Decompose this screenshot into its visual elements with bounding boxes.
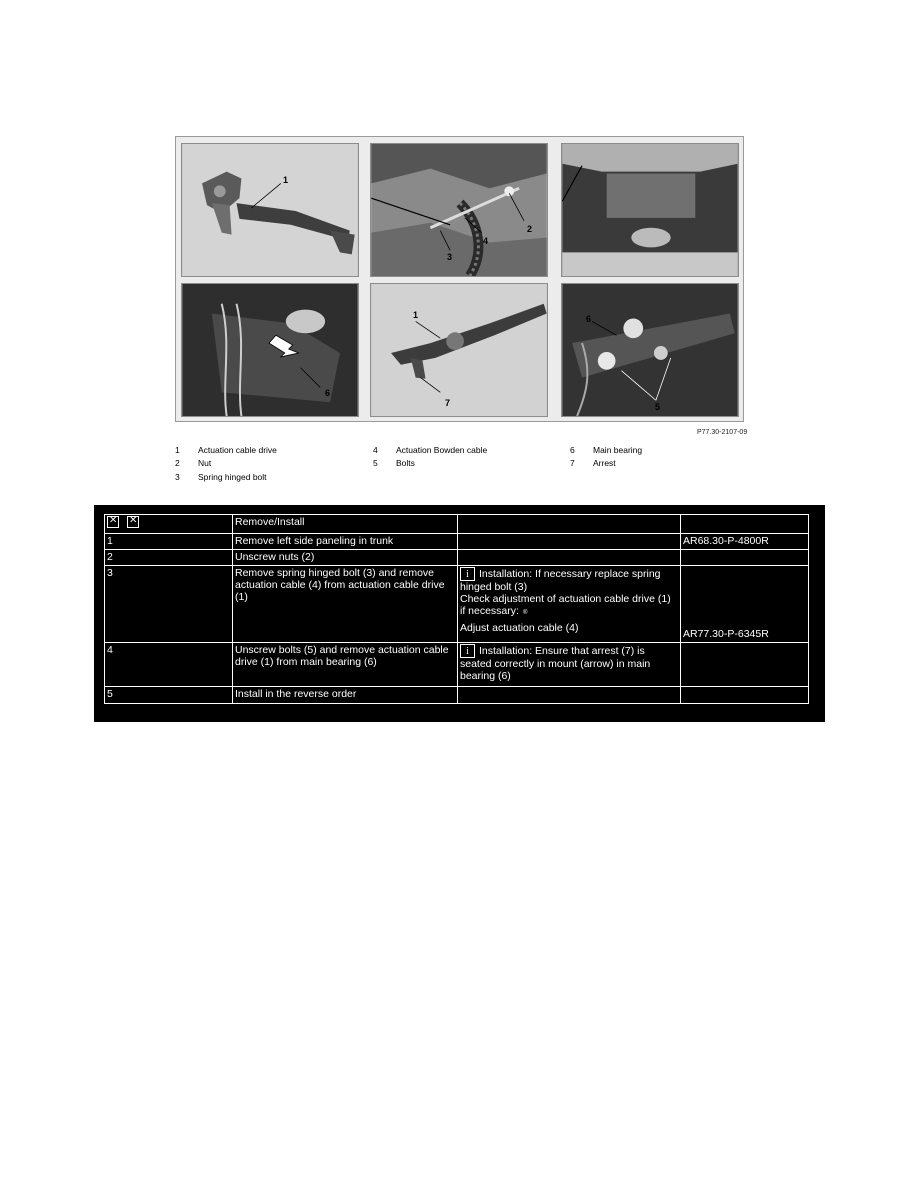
callout-1b: 1	[413, 310, 419, 320]
panel-trunk-view	[561, 143, 739, 277]
step-action: Remove spring hinged bolt (3) and remove actuation cable (4) from actuation cable drive (1)	[233, 566, 458, 643]
step-reference-link[interactable]: AR77.30-P-6345R	[681, 566, 809, 643]
step-action: Unscrew nuts (2)	[233, 550, 458, 566]
callout-3: 3	[447, 252, 453, 262]
step-note: i Installation: Ensure that arrest (7) is seated correctly in mount (arrow) in main bearing (6)	[458, 643, 681, 687]
step-number: 4	[105, 643, 233, 687]
header-icons	[105, 515, 233, 534]
procedure-table	[104, 514, 809, 704]
callout-6b: 6	[586, 314, 592, 324]
callout-7: 7	[445, 398, 451, 408]
trunk-illustration	[562, 144, 738, 276]
installed-photo-illustration	[371, 144, 547, 276]
callout-6: 6	[325, 388, 331, 398]
table-row	[105, 534, 809, 550]
info-icon[interactable]: i	[460, 567, 475, 581]
callout-5: 5	[655, 402, 661, 412]
step-reference-link	[681, 687, 809, 704]
panel-bolts-view	[561, 283, 739, 417]
callout-2: 2	[527, 224, 533, 234]
header-title: Remove/Install	[233, 515, 458, 534]
info-icon[interactable]: i	[460, 644, 475, 658]
step-note	[458, 687, 681, 704]
table-row	[105, 566, 809, 643]
main-bearing-illustration	[182, 284, 358, 416]
figure-code: P77.30-2107-09	[697, 429, 748, 436]
step-reference-link	[681, 550, 809, 566]
table-row	[105, 643, 809, 687]
figure-actuation-cable-drive	[175, 136, 744, 422]
step-note: i Installation: If necessary replace spring hinged bolt (3) Check adjustment of actuation cable drive (1) if necessary: ® Adjust actuation cable (4)	[458, 566, 681, 643]
step-number: 1	[105, 534, 233, 550]
arrest-illustration	[371, 284, 547, 416]
expand-icon[interactable]	[107, 516, 119, 528]
header-ref	[681, 515, 809, 534]
step-reference-link[interactable]: AR68.30-P-4800R	[681, 534, 809, 550]
panel-installed-view	[370, 143, 548, 277]
step-reference-link	[681, 643, 809, 687]
table-header-row	[105, 515, 809, 534]
step-action: Remove left side paneling in trunk	[233, 534, 458, 550]
step-number: 5	[105, 687, 233, 704]
collapse-icon[interactable]	[127, 516, 139, 528]
step-action: Unscrew bolts (5) and remove actuation cable drive (1) from main bearing (6)	[233, 643, 458, 687]
step-note	[458, 534, 681, 550]
table-row	[105, 550, 809, 566]
step-number: 3	[105, 566, 233, 643]
callout-1: 1	[283, 175, 289, 185]
callout-4: 4	[483, 236, 489, 246]
panel-component-view	[181, 143, 359, 277]
bracket-illustration	[182, 144, 358, 276]
step-note	[458, 550, 681, 566]
header-note	[458, 515, 681, 534]
link-arrow-icon[interactable]: ®	[522, 610, 528, 616]
panel-main-bearing-view	[181, 283, 359, 417]
table-row	[105, 687, 809, 704]
bolts-illustration	[562, 284, 738, 416]
step-action: Install in the reverse order	[233, 687, 458, 704]
panel-arrest-view	[370, 283, 548, 417]
step-number: 2	[105, 550, 233, 566]
